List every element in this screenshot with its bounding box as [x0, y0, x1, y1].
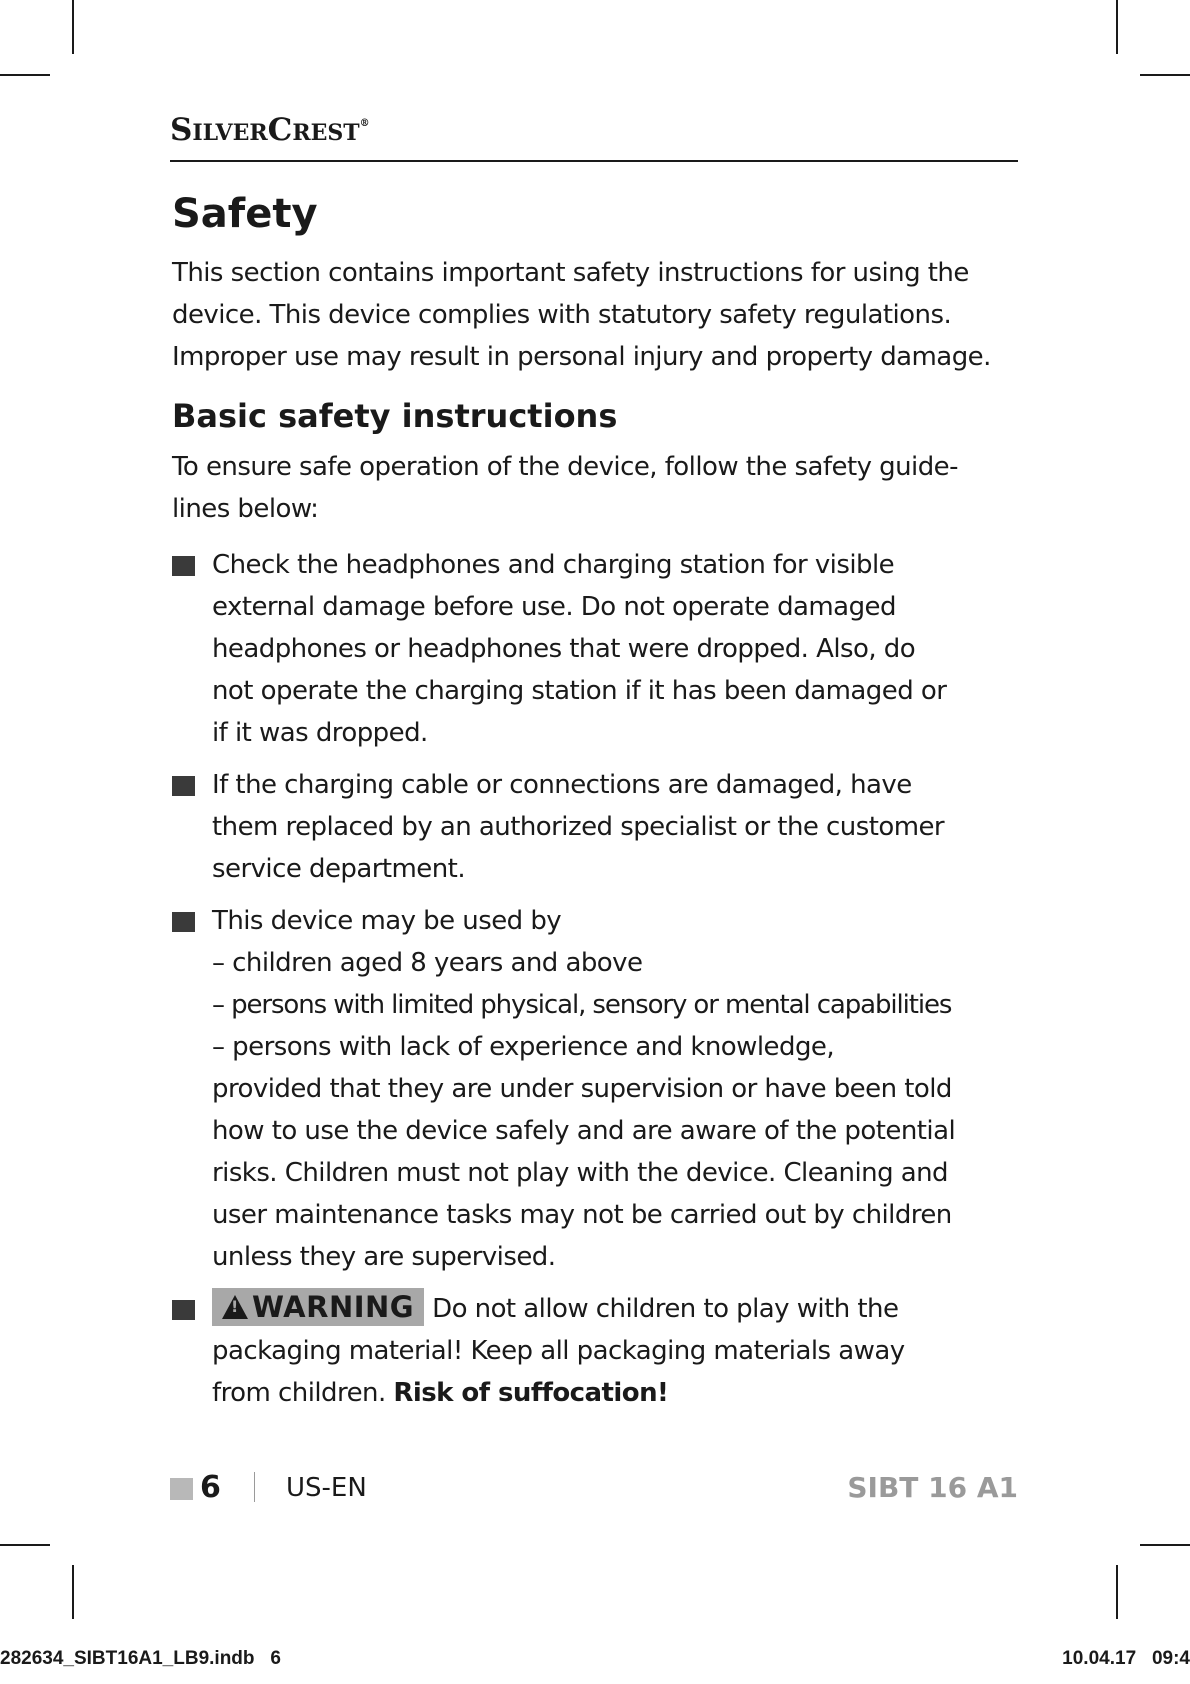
crop-mark-bottom-left-horizontal — [0, 1544, 50, 1546]
list-item — [172, 764, 1022, 890]
crop-mark-bottom-right-horizontal — [1140, 1544, 1190, 1546]
brand-registered-mark: ® — [359, 118, 370, 129]
crop-mark-bottom-left-vertical — [72, 1565, 74, 1619]
language-code: US-EN — [286, 1473, 367, 1503]
brand-logo-text: SilverCrest — [170, 112, 360, 148]
bullet-line: service department. — [212, 854, 466, 884]
crop-mark-top-left-vertical — [72, 0, 74, 54]
crop-mark-top-left-horizontal — [0, 74, 50, 76]
bullet-line: risks. Children must not play with the device. Cleaning and — [212, 1158, 949, 1188]
page-footer — [170, 1468, 1018, 1508]
crop-mark-bottom-right-vertical — [1116, 1565, 1118, 1619]
bullet-square-icon — [172, 912, 195, 932]
page-number: 6 — [200, 1470, 221, 1505]
bullet-line: – persons with limited physical, sensory or mental capabilities — [212, 990, 952, 1020]
bullet-line: This device may be used by — [212, 906, 562, 936]
footer-separator — [254, 1472, 255, 1502]
warning-badge — [212, 1288, 424, 1326]
crop-mark-top-right-vertical — [1116, 0, 1118, 54]
warning-text: Do not allow children to play with the — [432, 1294, 899, 1324]
bullet-line: them replaced by an authorized specialist or the customer — [212, 812, 945, 842]
safety-bullet-list — [172, 544, 1022, 1414]
warning-text: from children. — [212, 1378, 394, 1408]
warning-triangle-icon — [222, 1295, 248, 1319]
warning-line — [212, 1288, 1022, 1330]
bullet-line: Check the headphones and charging station for visible — [212, 550, 895, 580]
bullet-square-icon — [172, 1300, 195, 1320]
page-title: Safety — [172, 191, 318, 237]
print-slug-file: 282634_SIBT16A1_LB9.indb 6 — [0, 1648, 281, 1669]
warning-emphasis: Risk of suffocation! — [393, 1378, 669, 1408]
bullet-line: external damage before use. Do not operate damaged — [212, 592, 896, 622]
bullet-line: unless they are supervised. — [212, 1242, 556, 1272]
section-heading-basic-safety: Basic safety instructions — [172, 397, 618, 435]
bullet-line: not operate the charging station if it has been damaged or — [212, 676, 947, 706]
crop-mark-top-right-horizontal — [1140, 74, 1190, 76]
bullet-line: user maintenance tasks may not be carried out by children — [212, 1200, 952, 1230]
bullet-square-icon — [172, 776, 195, 796]
bullet-line: if it was dropped. — [212, 718, 428, 748]
bullet-line: – children aged 8 years and above — [212, 948, 643, 978]
basic-intro — [172, 446, 1022, 530]
section-intro: This section contains important safety instructions for using the device. This device complies with statutory safety regulations. Improper use may result in personal injury and property damage. — [172, 258, 991, 372]
list-item — [172, 900, 1022, 1278]
bullet-line: how to use the device safely and are aware of the potential — [212, 1116, 956, 1146]
bullet-line: – persons with lack of experience and knowledge, — [212, 1032, 835, 1062]
print-slug-datetime: 10.04.17 09:4 — [1062, 1648, 1190, 1669]
warning-line — [212, 1372, 1022, 1414]
bullet-line: headphones or headphones that were dropped. Also, do — [212, 634, 916, 664]
bullet-square-icon — [172, 556, 195, 576]
list-item — [172, 544, 1022, 754]
brand-logo — [170, 112, 370, 148]
warning-line: packaging material! Keep all packaging materials away — [212, 1336, 905, 1366]
model-number: SIBT 16 A1 — [847, 1471, 1018, 1504]
bullet-line: provided that they are under supervision or have been told — [212, 1074, 952, 1104]
footer-square-icon — [170, 1478, 193, 1500]
main-content — [172, 190, 1022, 1424]
header-divider — [170, 160, 1018, 162]
basic-intro-line: To ensure safe operation of the device, follow the safety guide- — [172, 452, 958, 482]
bullet-line: If the charging cable or connections are damaged, have — [212, 770, 912, 800]
warning-label: WARNING — [252, 1290, 415, 1324]
basic-intro-line: lines below: — [172, 494, 319, 524]
warning-list-item — [172, 1288, 1022, 1414]
